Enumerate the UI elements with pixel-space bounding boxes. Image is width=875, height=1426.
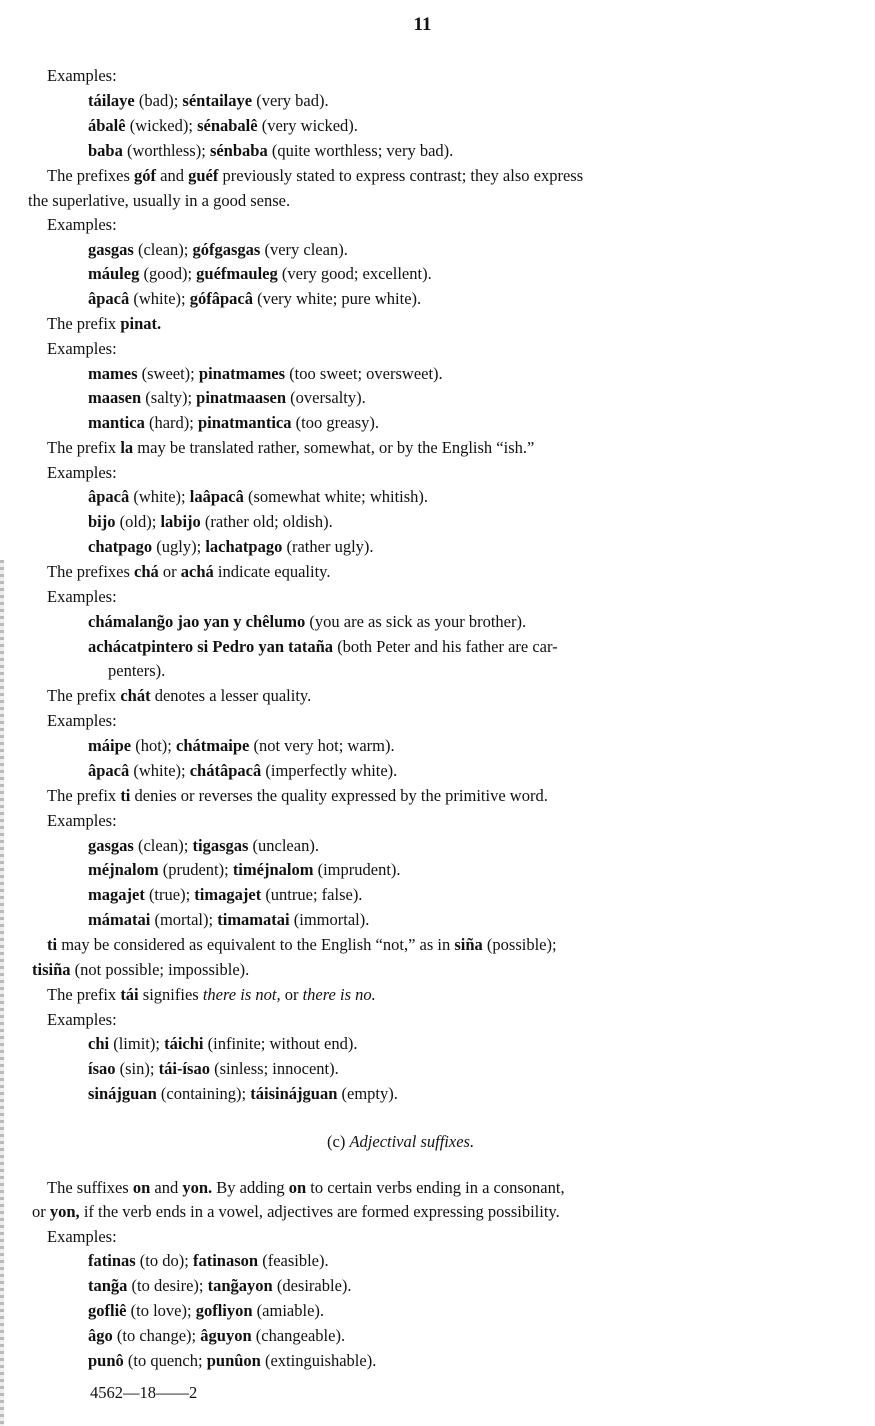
text-segment: (very white; pure white). [252,289,422,308]
text-line [88,910,369,930]
bold-term: magajet [88,885,145,904]
text-segment: (containing); [156,1084,251,1103]
bold-term: guéfmauleg [196,264,278,283]
text-segment: (feasible). [258,1251,329,1270]
text-segment: (oversalty). [286,388,366,407]
text-segment: (immortal). [289,910,370,929]
text-line [47,339,117,359]
bold-term: fatinason [192,1251,259,1270]
bold-term: âgo [88,1326,113,1345]
text-line [88,116,358,136]
text-segment: (unclean). [248,836,319,855]
text-line [88,1034,358,1054]
text-segment: The prefix [47,686,121,705]
text-line [88,612,526,632]
text-line [28,191,290,211]
bold-term: táilaye [88,91,135,110]
text-segment: (good); [139,264,197,283]
bold-term: ti [120,786,131,805]
text-segment: (to desire); [127,1276,208,1295]
text-segment: (white); [129,487,190,506]
bold-term: táisinájguan [250,1084,338,1103]
text-line [47,686,311,706]
text-segment: (white); [129,761,190,780]
text-line [88,388,366,408]
bold-term: chá [134,562,159,581]
text-segment: (to do); [135,1251,193,1270]
text-line [47,935,557,955]
bold-term: ísao [88,1059,116,1078]
text-segment: By adding [212,1178,289,1197]
text-segment: (sinless; innocent). [209,1059,339,1078]
text-line [88,1301,324,1321]
text-segment: (untrue; false). [261,885,363,904]
text-segment: Examples: [47,811,117,830]
text-segment: (clean); [133,240,193,259]
bold-term: tigasgas [192,836,249,855]
text-line [88,91,329,111]
bold-term: táichi [164,1034,204,1053]
text-line [88,885,362,905]
text-line [47,66,117,86]
text-segment: (white); [129,289,190,308]
text-segment: (limit); [109,1034,165,1053]
bold-term: on [132,1178,151,1197]
text-line [88,264,432,284]
text-segment: (to change); [112,1326,201,1345]
text-segment: may be translated rather, somewhat, or by the English “ish.” [133,438,535,457]
text-segment: (very wicked). [257,116,358,135]
text-segment: (too sweet; oversweet). [285,364,443,383]
bold-term: góf [134,166,157,185]
text-segment: penters). [108,661,166,680]
text-segment: (clean); [133,836,193,855]
text-segment: (very clean). [260,240,348,259]
bold-term: punô [88,1351,124,1370]
text-segment: (both Peter and his father are car- [333,637,558,656]
bold-term: máuleg [88,264,140,283]
bold-term: maasen [88,388,142,407]
text-line [47,1227,117,1247]
bold-term: âpacâ [88,761,130,780]
text-segment: denotes a lesser quality. [150,686,312,705]
bold-term: tang̃a [88,1276,128,1295]
bold-term: ábalê [88,116,126,135]
bold-term: chátâpacâ [189,761,262,780]
text-line [32,1202,560,1222]
text-segment: The prefix [47,985,121,1004]
text-segment: and [150,1178,183,1197]
bold-term: chi [88,1034,110,1053]
text-segment: (to love); [126,1301,196,1320]
text-segment: The prefix [47,786,121,805]
text-segment: The suffixes [47,1178,133,1197]
text-segment: the superlative, usually in a good sense. [28,191,291,210]
bold-term: gasgas [88,836,134,855]
text-segment: (imprudent). [313,860,401,879]
text-line [47,314,161,334]
bold-term: gófgasgas [192,240,261,259]
bold-term: pinatmames [198,364,286,383]
bold-term: timagajet [194,885,262,904]
bold-term: guéf [188,166,219,185]
text-segment: Examples: [47,1010,117,1029]
text-line [88,364,443,384]
bold-term: la [120,438,134,457]
bold-term: sinájguan [88,1084,157,1103]
text-line [88,761,397,781]
bold-term: âpacâ [88,487,130,506]
bold-term: bijo [88,512,116,531]
text-line [47,215,117,235]
bold-term: gófâpacâ [189,289,253,308]
text-segment: (you are as sick as your brother). [305,612,527,631]
text-segment: Examples: [47,1227,117,1246]
italic-text: Adjectival suffixes. [349,1132,475,1151]
bold-term: baba [88,141,123,160]
bold-term: fatinas [88,1251,136,1270]
text-line [90,1383,197,1403]
text-line [47,811,117,831]
text-line [88,240,348,260]
bold-term: méjnalom [88,860,159,879]
bold-term: tái-ísao [158,1059,210,1078]
text-segment: (empty). [337,1084,398,1103]
bold-term: yon, [49,1202,80,1221]
text-line [88,1276,352,1296]
text-segment: (extinguishable). [260,1351,377,1370]
text-line [88,487,428,507]
bold-term: mámatai [88,910,151,929]
text-line [47,1178,565,1198]
text-line [47,1010,117,1030]
text-line [47,463,117,483]
text-segment: or [280,985,303,1004]
page-number: 11 [413,14,432,35]
text-segment: (to quench; [123,1351,207,1370]
bold-term: chát [120,686,151,705]
text-line [88,736,395,756]
bold-term: gasgas [88,240,134,259]
bold-term: timéjnalom [232,860,314,879]
text-segment: Examples: [47,339,117,358]
bold-term: yon. [182,1178,213,1197]
text-line [88,1351,376,1371]
text-segment: signifies [138,985,203,1004]
text-segment: (possible); [482,935,557,954]
text-segment: and [156,166,189,185]
text-line [88,1084,398,1104]
text-segment: (too greasy). [291,413,380,432]
text-segment: (sweet); [137,364,199,383]
text-segment: (imperfectly white). [261,761,398,780]
text-segment: may be considered as equivalent to the English “not,” as in [57,935,455,954]
text-line [47,786,548,806]
text-line [88,537,374,557]
text-segment: (mortal); [150,910,218,929]
text-segment: (worthless); [122,141,210,160]
bold-term: pinatmaasen [196,388,287,407]
italic-text: there is no. [302,985,376,1004]
bold-term: sénabalê [197,116,258,135]
text-line [88,1326,345,1346]
bold-term: achá [180,562,214,581]
text-line [47,711,117,731]
text-line [47,562,330,582]
bold-term: achácatpintero si Pedro yan tataña [88,637,334,656]
text-segment: or [158,562,181,581]
text-segment: (very good; excellent). [277,264,432,283]
text-segment: Examples: [47,463,117,482]
text-line [327,1132,474,1152]
bold-term: pinatmantica [197,413,292,432]
text-segment: The prefixes [47,166,135,185]
bold-term: siña [454,935,483,954]
text-segment: if the verb ends in a vowel, adjectives are formed expressing possibility. [79,1202,560,1221]
text-segment: (prudent); [158,860,233,879]
text-segment: (not very hot; warm). [249,736,395,755]
text-segment: (hot); [131,736,177,755]
text-segment: denies or reverses the quality expressed by the primitive word. [130,786,548,805]
text-segment: (ugly); [152,537,206,556]
text-segment: (bad); [134,91,183,110]
text-line [88,512,333,532]
text-segment: (wicked); [125,116,198,135]
text-line [88,1251,329,1271]
text-segment: previously stated to express contrast; they also express [218,166,584,185]
text-segment: (infinite; without end). [203,1034,358,1053]
bold-term: labijo [160,512,201,531]
bold-term: chatpago [88,537,153,556]
bold-term: mames [88,364,138,383]
bold-term: tang̃ayon [207,1276,273,1295]
text-segment: (amiable). [252,1301,325,1320]
text-segment: (c) [327,1132,350,1151]
text-segment: Examples: [47,587,117,606]
bold-term: âpacâ [88,289,130,308]
text-line [88,836,319,856]
text-line [88,413,379,433]
bold-term: laâpacâ [189,487,244,506]
bold-term: punûon [206,1351,261,1370]
bold-term: máipe [88,736,132,755]
bold-term: mantica [88,413,145,432]
text-segment: or [32,1202,50,1221]
bold-term: tái [120,985,139,1004]
text-segment: (salty); [141,388,197,407]
text-segment: (quite worthless; very bad). [267,141,454,160]
text-line [47,985,376,1005]
bold-term: sénbaba [209,141,268,160]
text-line [88,289,421,309]
bold-term: on [288,1178,307,1197]
text-segment: 4562—18——2 [90,1383,198,1402]
bold-term: gofliê [88,1301,127,1320]
bold-term: pinat. [120,314,162,333]
text-segment: The prefix [47,314,121,333]
text-segment: (sin); [115,1059,159,1078]
text-line [47,438,534,458]
text-segment: Examples: [47,66,117,85]
text-segment: (somewhat white; whitish). [243,487,429,506]
text-line [88,141,453,161]
text-segment: (true); [144,885,195,904]
text-segment: indicate equality. [213,562,331,581]
bold-term: lachatpago [205,537,283,556]
text-line [47,587,117,607]
text-line [108,661,165,681]
bold-term: âguyon [200,1326,252,1345]
text-segment: The prefix [47,438,121,457]
bold-term: gofliyon [195,1301,253,1320]
bold-term: timamatai [217,910,290,929]
text-segment: The prefixes [47,562,135,581]
bold-term: chámalang̃o jao yan y chêlumo [88,612,306,631]
text-line [47,166,583,186]
text-segment: Examples: [47,215,117,234]
scan-edge [0,560,4,1426]
bold-term: ti [47,935,58,954]
text-segment: (old); [115,512,161,531]
text-segment: to certain verbs ending in a consonant, [306,1178,565,1197]
text-segment: (not possible; impossible). [70,960,250,979]
text-segment: (rather old; oldish). [200,512,333,531]
text-segment: (changeable). [251,1326,346,1345]
bold-term: chátmaipe [176,736,250,755]
text-segment: Examples: [47,711,117,730]
italic-text: there is not, [202,985,281,1004]
text-line [88,1059,339,1079]
bold-term: séntailaye [182,91,253,110]
text-segment: (very bad). [252,91,329,110]
text-segment: (desirable). [272,1276,352,1295]
bold-term: tisiña [32,960,71,979]
text-segment: (hard); [144,413,198,432]
text-line [88,860,401,880]
text-line [88,637,558,657]
text-segment: (rather ugly). [282,537,374,556]
text-line [32,960,249,980]
